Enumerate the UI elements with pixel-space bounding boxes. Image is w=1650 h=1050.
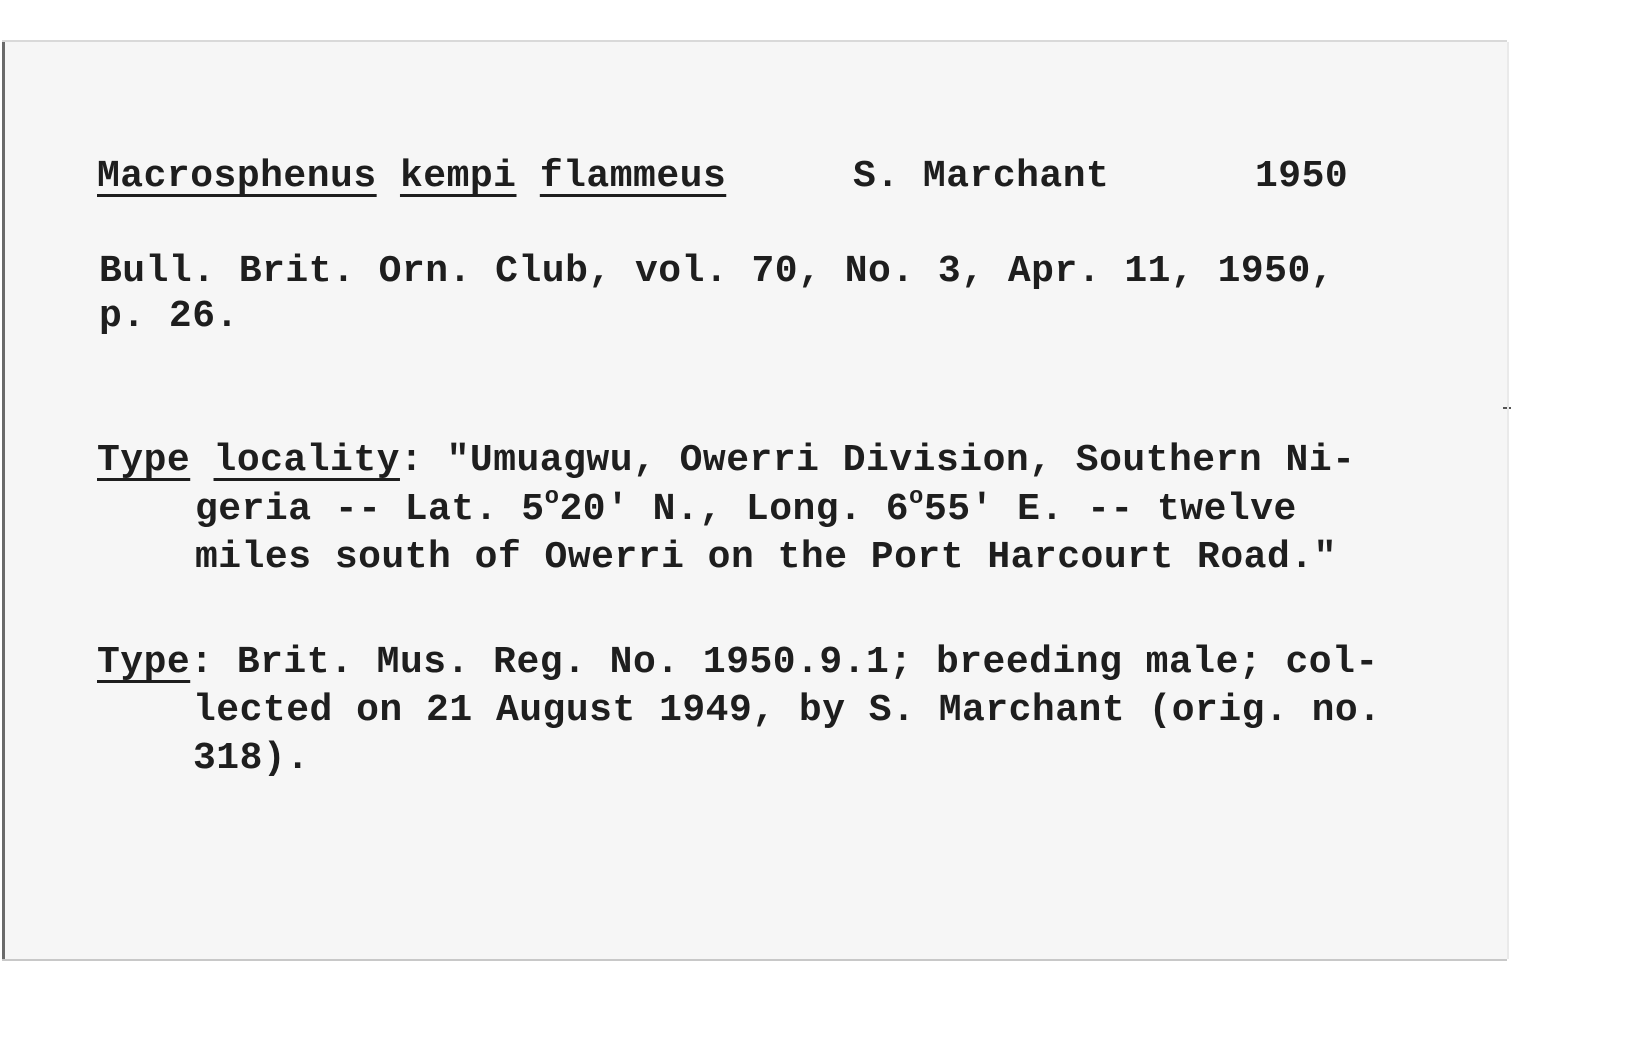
index-card (2, 42, 1507, 959)
type-specimen-line-1 (97, 636, 1379, 689)
publication-year: 1950 (1255, 155, 1349, 198)
type-specimen-text-1: : Brit. Mus. Reg. No. 1950.9.1; breeding male; col- (190, 641, 1379, 684)
type-locality-text-1: "Umuagwu, Owerri Division, Southern Ni- (423, 439, 1356, 482)
author-name: S. Marchant (853, 155, 1110, 198)
taxon-header (97, 150, 726, 203)
type-specimen-label: Type (97, 641, 191, 684)
subspecies-name: flammeus (539, 155, 727, 198)
type-locality-line-1 (97, 434, 1355, 487)
degree-sign-long: o (909, 484, 924, 511)
type-locality-line-3: miles south of Owerri on the Port Harcourt Road." (195, 536, 1337, 579)
degree-sign-lat: o (544, 484, 560, 511)
citation-line-1: Bull. Brit. Orn. Club, vol. 70, No. 3, Apr. 11, 1950, (99, 250, 1335, 293)
genus-name: Macrosphenus (97, 155, 377, 198)
type-locality-text-2a: geria -- Lat. 5 (195, 488, 545, 531)
type-locality-label-locality: locality (213, 439, 400, 482)
type-locality-colon: : (399, 439, 424, 482)
type-locality-text-2c: 55' E. -- twelve (923, 488, 1297, 531)
species-name: kempi (399, 155, 517, 198)
type-locality-label-type: Type (97, 439, 191, 482)
card-edge-mark (1503, 407, 1511, 409)
citation-line-2: p. 26. (99, 295, 239, 338)
type-specimen-line-3: 318). (193, 737, 310, 780)
type-specimen-line-2: lected on 21 August 1949, by S. Marchant (orig. no. (193, 689, 1382, 732)
type-locality-text-2b: 20' N., Long. 6 (559, 488, 910, 531)
